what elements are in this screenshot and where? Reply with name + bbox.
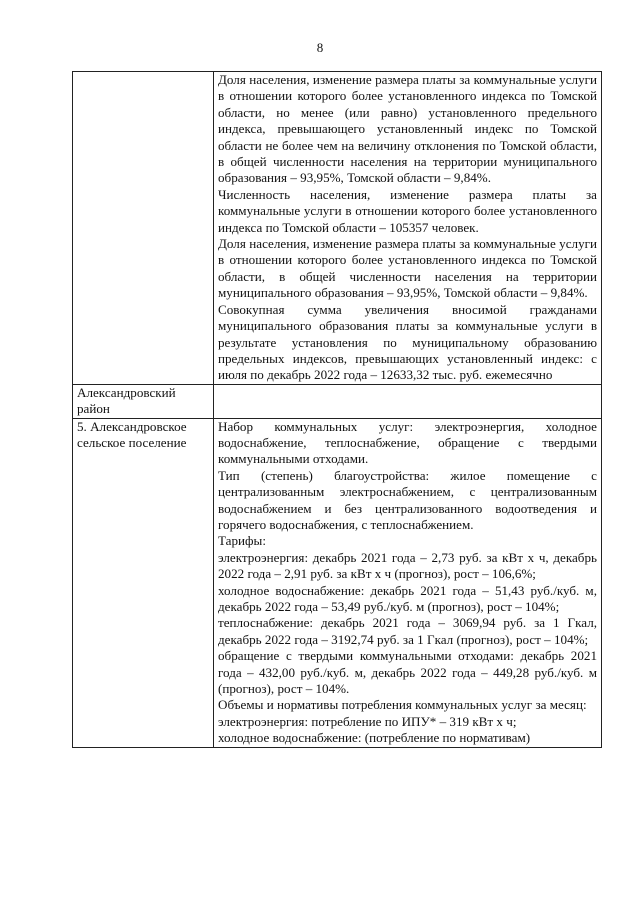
paragraph: Совокупная сумма увеличения вносимой гражданами муниципального образования платы за коммунальные услуги в результате установления по муниципальному образованию предельных индексов, превышающих установленный индекс: с июля по декабрь 2022 года – 12633,32 тыс. руб. ежемесячно: [218, 301, 597, 383]
description-cell: [214, 418, 602, 747]
table-row: [73, 384, 602, 418]
municipality-cell: 5. Александровское сельское поселение: [73, 418, 214, 747]
paragraph: Доля населения, изменение размера платы за коммунальные услуги в отношении которого более установленного индекса по Томской области, но менее (или равно) установленного предельного индекса, превышающего установленный индекс по Томской области не более чем на величину отклонения по Томской области, в общей численности населения на территории муниципального образования – 93,95%, Томской области – 9,84%.: [218, 72, 597, 186]
paragraph: Тарифы:: [218, 533, 266, 549]
paragraph: Набор коммунальных услуг: электроэнергия, холодное водоснабжение, теплоснабжение, обращение с твердыми коммунальными отходами.: [218, 418, 597, 467]
paragraph: холодное водоснабжение: декабрь 2021 года – 51,43 руб./куб. м, декабрь 2022 года – 53,49 руб./куб. м (прогноз), рост – 104%;: [218, 582, 597, 614]
municipality-cell: Александровский район: [73, 384, 214, 418]
paragraph: Тип (степень) благоустройства: жилое помещение с централизованным электроснабжением, с централизованным водоснабжением и без централизованного водоотведения и горячего водоснабжения, с теплоснабжением.: [218, 467, 597, 532]
paragraph: обращение с твердыми коммунальными отходами: декабрь 2021 года – 432,00 руб./куб. м, декабрь 2022 года – 449,28 руб./куб. м (прогноз), рост – 104%.: [218, 648, 597, 697]
table-body: [73, 72, 602, 748]
paragraph: электроэнергия: декабрь 2021 года – 2,73 руб. за кВт x ч, декабрь 2022 года – 2,91 руб. за кВт x ч (прогноз), рост – 106,6%;: [218, 549, 597, 582]
paragraph: теплоснабжение: декабрь 2021 года – 3069,94 руб. за 1 Гкал, декабрь 2022 года – 3192,74 руб. за 1 Гкал (прогноз), рост – 104%;: [218, 615, 597, 647]
paragraph: Доля населения, изменение размера платы за коммунальные услуги в отношении которого более установленного индекса по Томской области, в общей численности населения на территории муниципального образования – 93,95%, Томской области – 9,84%.: [218, 236, 597, 301]
paragraph: холодное водоснабжение: (потребление по нормативам): [218, 730, 531, 746]
paragraph: Объемы и нормативы потребления коммунальных услуг за месяц:: [218, 697, 587, 713]
paragraph: Численность населения, изменение размера платы за коммунальные услуги в отношении которого более установленного индекса по Томской области – 105357 человек.: [218, 186, 597, 235]
description-cell: [214, 72, 602, 385]
paragraph: электроэнергия: потребление по ИПУ* – 319 кВт x ч;: [218, 713, 517, 729]
municipality-table: [72, 71, 602, 748]
description-cell: [214, 384, 602, 418]
page-number: 8: [316, 40, 324, 55]
table-row: [73, 418, 602, 747]
municipality-cell: [73, 72, 214, 385]
table-row: [73, 72, 602, 385]
